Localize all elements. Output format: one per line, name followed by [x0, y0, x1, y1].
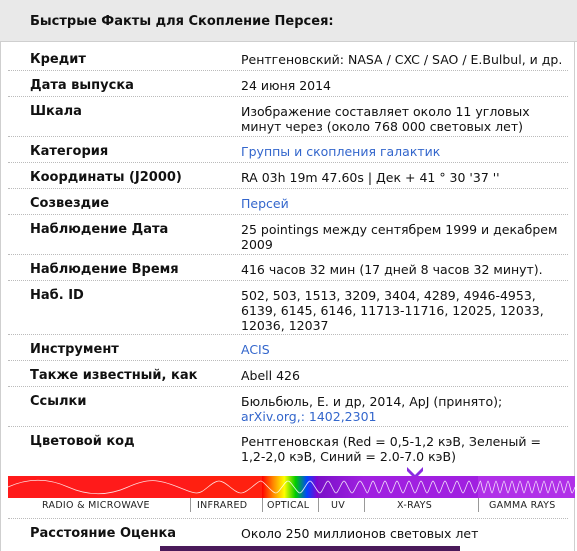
divider [8, 136, 568, 137]
label-gamma-rays: GAMMA RAYS [489, 500, 556, 511]
divider [8, 426, 568, 427]
band-divider [318, 498, 319, 512]
link-arxiv[interactable]: arXiv.org,: 1402,2301 [241, 409, 377, 424]
label-optical: OPTICAL [267, 500, 310, 511]
divider [8, 386, 568, 387]
band-divider [478, 498, 479, 512]
link-instrument[interactable]: ACIS [241, 342, 270, 357]
label-credit: Кредит [30, 52, 86, 67]
band-radio-microwave [8, 476, 190, 498]
value-credit: Рентгеновский: NASA / CXC / SAO / E.Bulbul, и др. [241, 52, 563, 67]
band-infrared [190, 476, 262, 498]
divider [8, 360, 568, 361]
value-observation-date: 25 pointings между сентябрем 1999 и декабрем 2009 [241, 222, 558, 252]
band-gamma-rays [478, 476, 575, 498]
label-constellation: Созвездие [30, 196, 110, 211]
spectrum-wave-graphic [8, 476, 575, 498]
divider [8, 162, 568, 163]
value-observation-time: 416 часов 32 мин (17 дней 8 часов 32 минут). [241, 262, 543, 277]
value-color-code: Рентгеновская (Red = 0,5-1,2 кэВ, Зеленый = 1,2-2,0 кэВ, Синий = 2.0-7.0 кэВ) [241, 434, 541, 464]
facts-header [0, 0, 577, 42]
value-release-date: 24 июня 2014 [241, 78, 332, 93]
band-divider [262, 498, 263, 512]
value-coordinates: RA 03h 19m 47.60s | Дек + 41 ° 30 '37 '' [241, 170, 500, 185]
facts-title: Быстрые Факты для Скопление Персея: [30, 14, 334, 29]
label-category: Категория [30, 144, 109, 159]
value-distance-estimate: Около 250 миллионов световых лет [241, 526, 479, 541]
divider [8, 188, 568, 189]
bottom-edge-bar [160, 546, 460, 551]
divider [8, 254, 568, 255]
label-x-rays: X-RAYS [397, 500, 433, 511]
divider [8, 334, 568, 335]
references-text: Бюльбюль, Е. и др, 2014, ApJ (принято); [241, 394, 503, 409]
label-color-code: Цветовой код [30, 434, 135, 449]
value-scale: Изображение составляет около 11 угловых минут через (около 768 000 световых лет) [241, 104, 530, 134]
label-references: Ссылки [30, 394, 87, 409]
band-optical [262, 476, 318, 498]
link-constellation[interactable]: Персей [241, 196, 289, 211]
label-scale: Шкала [30, 104, 82, 119]
label-also-known-as: Также известный, как [30, 368, 198, 383]
spectrum-labels [8, 498, 575, 514]
divider [8, 96, 568, 97]
value-obs-ids: 502, 503, 1513, 3209, 3404, 4289, 4946-4953, 6139, 6145, 6146, 11713-11716, 12025, 12033, 12036, 12037 [241, 288, 544, 333]
band-uv [318, 476, 364, 498]
label-radio-microwave: RADIO & MICROWAVE [42, 500, 150, 511]
band-divider [364, 498, 365, 512]
label-coordinates: Координаты (J2000) [30, 170, 182, 185]
label-distance-estimate: Расстояние Оценка [30, 526, 177, 541]
em-spectrum-bar [8, 476, 575, 498]
divider [8, 70, 568, 71]
band-divider [190, 498, 191, 512]
label-release-date: Дата выпуска [30, 78, 134, 93]
value-references [241, 394, 567, 424]
divider [8, 518, 568, 519]
label-uv: UV [331, 500, 346, 511]
label-infrared: INFRARED [197, 500, 248, 511]
label-instrument: Инструмент [30, 342, 119, 357]
label-obs-ids: Наб. ID [30, 288, 84, 303]
value-also-known-as: Abell 426 [241, 368, 300, 383]
link-category[interactable]: Группы и скопления галактик [241, 144, 441, 159]
divider [8, 280, 568, 281]
label-observation-date: Наблюдение Дата [30, 222, 169, 237]
divider [8, 214, 568, 215]
label-observation-time: Наблюдение Время [30, 262, 179, 277]
band-x-rays [364, 476, 478, 498]
